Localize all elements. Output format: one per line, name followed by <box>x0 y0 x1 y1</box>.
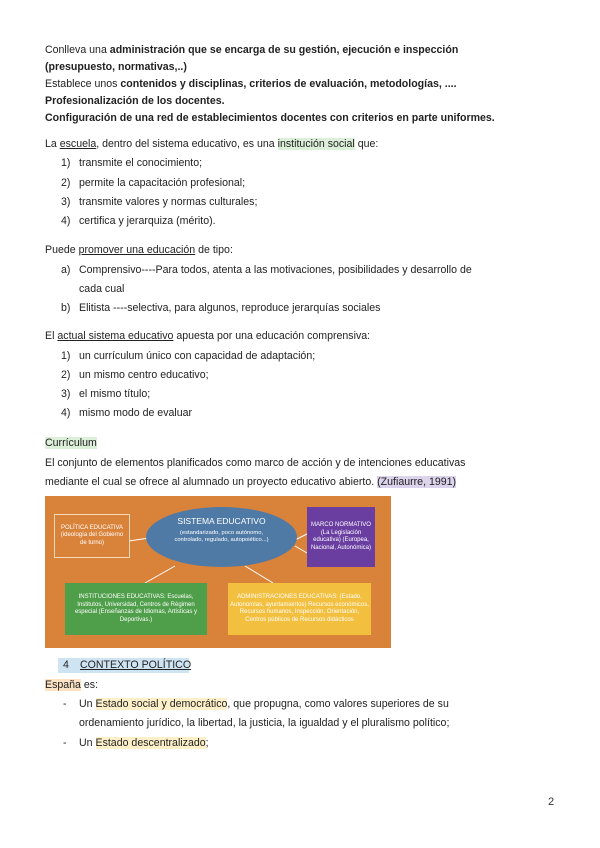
list-item-continuation: cada cual <box>79 283 125 295</box>
espana-intro: España es: <box>45 679 99 691</box>
intro-bold: administración que se encarga de su gestión, ejecución e inspección <box>109 44 459 56</box>
dash-bullet: - <box>63 698 67 710</box>
contexto-number: 4 <box>63 659 69 671</box>
espana-item-1: Un Estado social y democrático, que propugna, como valores superiores de su <box>79 698 449 710</box>
intro-line-5: Configuración de una red de establecimientos docentes con criterios en parte uniformes. <box>45 112 495 124</box>
curriculum-heading <box>45 437 97 449</box>
sistema-subtitle: (estandarizado, poco autónomo, controlado, regulado, autopoiético...) <box>174 530 269 543</box>
politica-box: POLÍTICA EDUCATIVA (ideología del Gobierno de turno) <box>54 514 130 558</box>
curriculum-line-1: El conjunto de elementos planificados como marco de acción y de intenciones educativas <box>45 457 466 469</box>
sistema-title: SISTEMA EDUCATIVO <box>177 516 266 526</box>
list-item: un currículum único con capacidad de adaptación; <box>79 350 316 362</box>
intro-line-3 <box>45 78 457 90</box>
list-item: un mismo centro educativo; <box>79 369 209 381</box>
administraciones-box: ADMINISTRACIONES EDUCATIVAS: (Estado, Autonomías, ayuntamientos) Recursos económicos, Recursos humanos, Inspección, Orientación, Centros públicos de Recursos didácticos <box>228 583 371 635</box>
list-item: Comprensivo----Para todos, atenta a las motivaciones, posibilidades y desarrollo de <box>79 264 472 276</box>
page-number: 2 <box>548 796 555 808</box>
curriculum-line-2: mediante el cual se ofrece al alumnado un proyecto educativo abierto. (Zufiaurre, 1991) <box>45 476 457 488</box>
instituciones-box: INSTITUCIONES EDUCATIVAS: Escuelas, Institutos, Universidad, Centros de Régimen especial (Enseñanzas de Idiomas, Artísticas y Deportivas.) <box>65 583 207 635</box>
escuela-underline: escuela <box>59 138 97 150</box>
list-item: el mismo título; <box>79 388 151 400</box>
intro-text: Conlleva una <box>45 44 110 56</box>
espana-highlight: España <box>45 679 81 691</box>
escuela-intro: La escuela, dentro del sistema educativo, es una institución social que: <box>45 138 379 150</box>
list-item: transmite el conocimiento; <box>79 157 203 169</box>
arrow-instituciones <box>145 566 175 583</box>
espana-item-2: Un Estado descentralizado; <box>79 737 209 749</box>
promover-underline: promover una educación <box>78 244 196 256</box>
intro-line-1 <box>45 44 458 56</box>
actual-intro: El actual sistema educativo apuesta por una educación comprensiva: <box>45 330 371 342</box>
list-item: certifica y jerarquiza (mérito). <box>79 215 216 227</box>
promover-intro: Puede promover una educación de tipo: <box>45 244 233 256</box>
citation-highlight: (Zufiaurre, 1991) <box>377 476 457 488</box>
list-number: 2) <box>61 369 71 381</box>
marco-box: MARCO NORMATIVO (La Legislación educativa) (Europea, Nacional, Autonómica) <box>307 507 375 567</box>
list-number: 2) <box>61 177 71 189</box>
list-number: 4) <box>61 215 71 227</box>
institucion-social-highlight: institución social <box>277 138 355 150</box>
list-number: 1) <box>61 350 71 362</box>
list-letter: a) <box>61 264 71 276</box>
list-item: Elitista ----selectiva, para algunos, reproduce jerarquías sociales <box>79 302 381 314</box>
estado-descentralizado-highlight: Estado descentralizado <box>95 737 206 749</box>
intro-line-4: Profesionalización de los docentes. <box>45 95 225 107</box>
list-number: 4) <box>61 407 71 419</box>
list-number: 3) <box>61 196 71 208</box>
list-item: transmite valores y normas culturales; <box>79 196 258 208</box>
arrow-administraciones <box>245 566 273 583</box>
estado-social-highlight: Estado social y democrático <box>95 698 228 710</box>
intro-bold: contenidos y disciplinas, criterios de evaluación, metodologías, .... <box>120 78 457 90</box>
education-system-diagram <box>45 496 391 648</box>
dash-bullet: - <box>63 737 67 749</box>
list-number: 1) <box>61 157 71 169</box>
curriculum-highlight: Currículum <box>45 437 97 449</box>
list-item: permite la capacitación profesional; <box>79 177 246 189</box>
intro-text: Establece unos <box>45 78 121 90</box>
list-letter: b) <box>61 302 71 314</box>
contexto-title: CONTEXTO POLÍTICO <box>80 659 192 671</box>
intro-line-2: (presupuesto, normativas,..) <box>45 61 187 73</box>
actual-underline: actual sistema educativo <box>57 330 174 342</box>
list-item: mismo modo de evaluar <box>79 407 193 419</box>
sistema-ellipse <box>146 507 297 567</box>
list-number: 3) <box>61 388 71 400</box>
arrow-marco-2 <box>295 546 307 553</box>
espana-item-1-continuation: ordenamiento jurídico, la libertad, la justicia, la igualdad y el pluralismo político; <box>79 717 450 729</box>
